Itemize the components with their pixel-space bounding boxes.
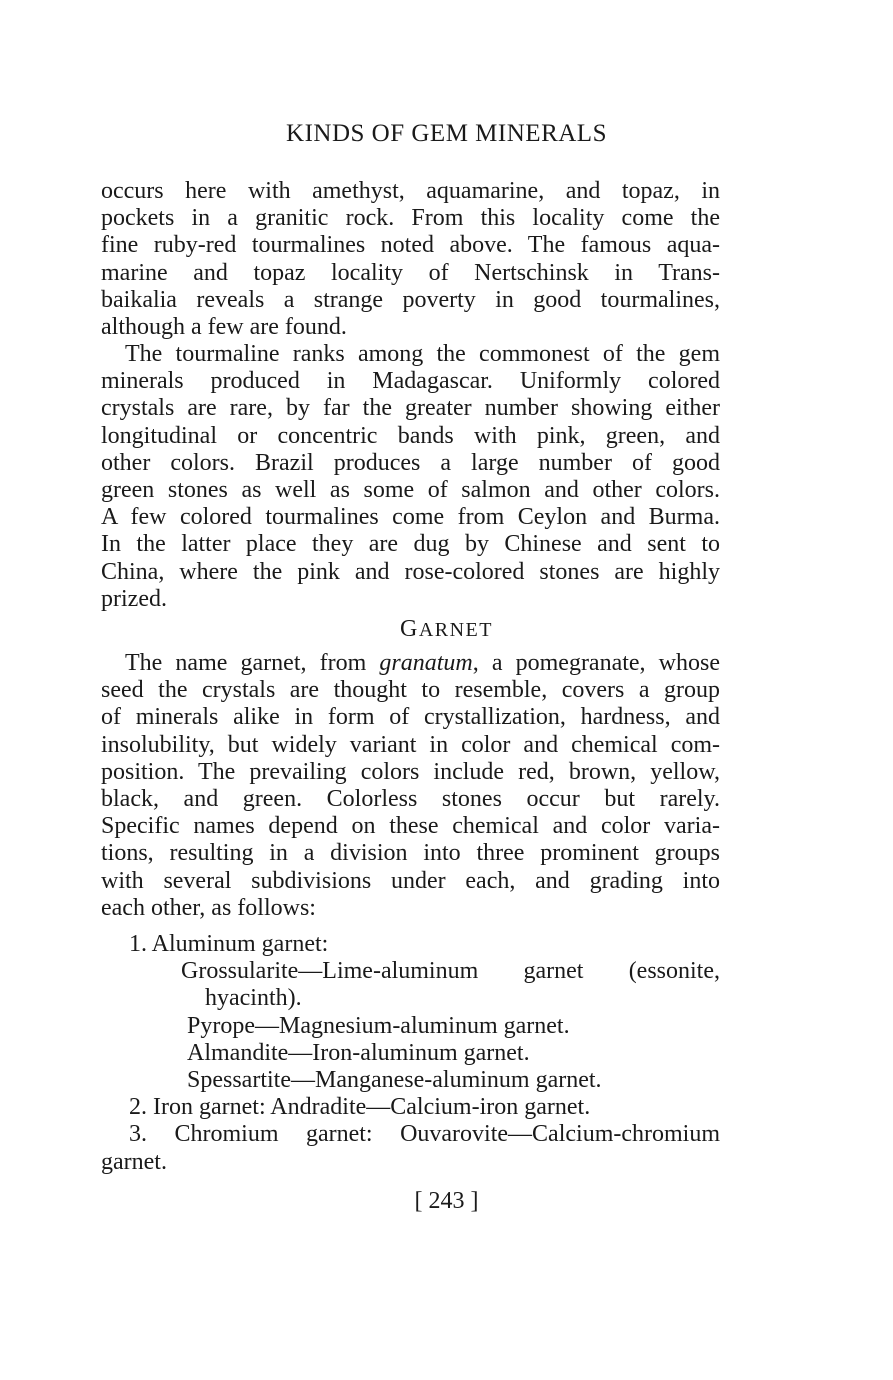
- list-subitem-pyrope: Pyrope—Magnesium-aluminum garnet.: [187, 1012, 570, 1039]
- text-line: position. The prevailing colors include red, brown, yellow,: [101, 758, 720, 785]
- text-line: seed the crystals are thought to resemble, covers a group: [101, 677, 720, 704]
- text-line: longitudinal or concentric bands with pink, green, and: [101, 422, 720, 449]
- section-heading-garnet: [0, 616, 893, 643]
- heading-rest: ARNET: [418, 619, 493, 641]
- text-line: each other, as follows:: [101, 894, 316, 921]
- text-line: insolubility, but widely variant in color and chemical com-: [101, 731, 720, 758]
- list-item-aluminum-garnet: 1. Aluminum garnet:: [129, 931, 329, 957]
- text-line: green stones as well as some of salmon and other colors.: [101, 477, 720, 504]
- list-subitem-grossularite: Grossularite—Lime-aluminum garnet (essonite,: [181, 958, 720, 985]
- text-line: prized.: [101, 585, 167, 612]
- text-line: [101, 650, 720, 677]
- text-span: The name garnet, from: [125, 650, 380, 676]
- text-line: with several subdivisions under each, and grading into: [101, 867, 720, 894]
- text-line: China, where the pink and rose-colored stones are highly: [101, 558, 720, 585]
- text-line: black, and green. Colorless stones occur but rarely.: [101, 786, 720, 813]
- garnet-classification-list: [101, 931, 720, 1176]
- latin-term: granatum: [379, 650, 473, 676]
- page-number: [ 243 ]: [414, 1188, 479, 1214]
- text-line: occurs here with amethyst, aquamarine, and topaz, in: [101, 178, 720, 204]
- text-line: other colors. Brazil produces a large number of good: [101, 449, 720, 476]
- list-subitem-spessartite: Spessartite—Manganese-aluminum garnet.: [187, 1067, 602, 1094]
- text-line: crystals are rare, by far the greater number showing either: [101, 395, 720, 422]
- list-subitem-almandite: Almandite—Iron-aluminum garnet.: [187, 1039, 530, 1066]
- list-item-continuation: garnet.: [101, 1148, 167, 1175]
- list-item-chromium-garnet: 3. Chromium garnet: Ouvarovite—Calcium-chromium: [129, 1121, 720, 1148]
- list-subitem-continuation: hyacinth).: [205, 985, 302, 1012]
- paragraph-tourmaline-madagascar: [101, 341, 720, 613]
- text-line: baikalia reveals a strange poverty in good tourmalines,: [101, 286, 720, 313]
- text-line: although a few are found.: [101, 314, 347, 341]
- paragraph-tourmaline-localities: [101, 178, 720, 341]
- text-line: tions, resulting in a division into three prominent groups: [101, 840, 720, 867]
- text-line: marine and topaz locality of Nertschinsk in Trans-: [101, 259, 720, 286]
- text-line: fine ruby-red tourmalines noted above. The famous aqua-: [101, 232, 720, 259]
- text-line: Specific names depend on these chemical and color varia-: [101, 813, 720, 840]
- text-line: minerals produced in Madagascar. Uniformly colored: [101, 368, 720, 395]
- text-line: A few colored tourmalines come from Ceylon and Burma.: [101, 504, 720, 531]
- list-item-iron-garnet: 2. Iron garnet: Andradite—Calcium-iron garnet.: [129, 1094, 591, 1121]
- paragraph-garnet-definition: [101, 650, 720, 922]
- text-span: , a pomegranate, whose: [472, 650, 721, 676]
- text-line: In the latter place they are dug by Chinese and sent to: [101, 531, 720, 558]
- running-head: KINDS OF GEM MINERALS: [286, 120, 607, 147]
- heading-initial: G: [399, 616, 419, 642]
- text-line: The tourmaline ranks among the commonest of the gem: [125, 341, 720, 367]
- text-line: of minerals alike in form of crystallization, hardness, and: [101, 704, 720, 731]
- text-line: pockets in a granitic rock. From this locality come the: [101, 205, 720, 232]
